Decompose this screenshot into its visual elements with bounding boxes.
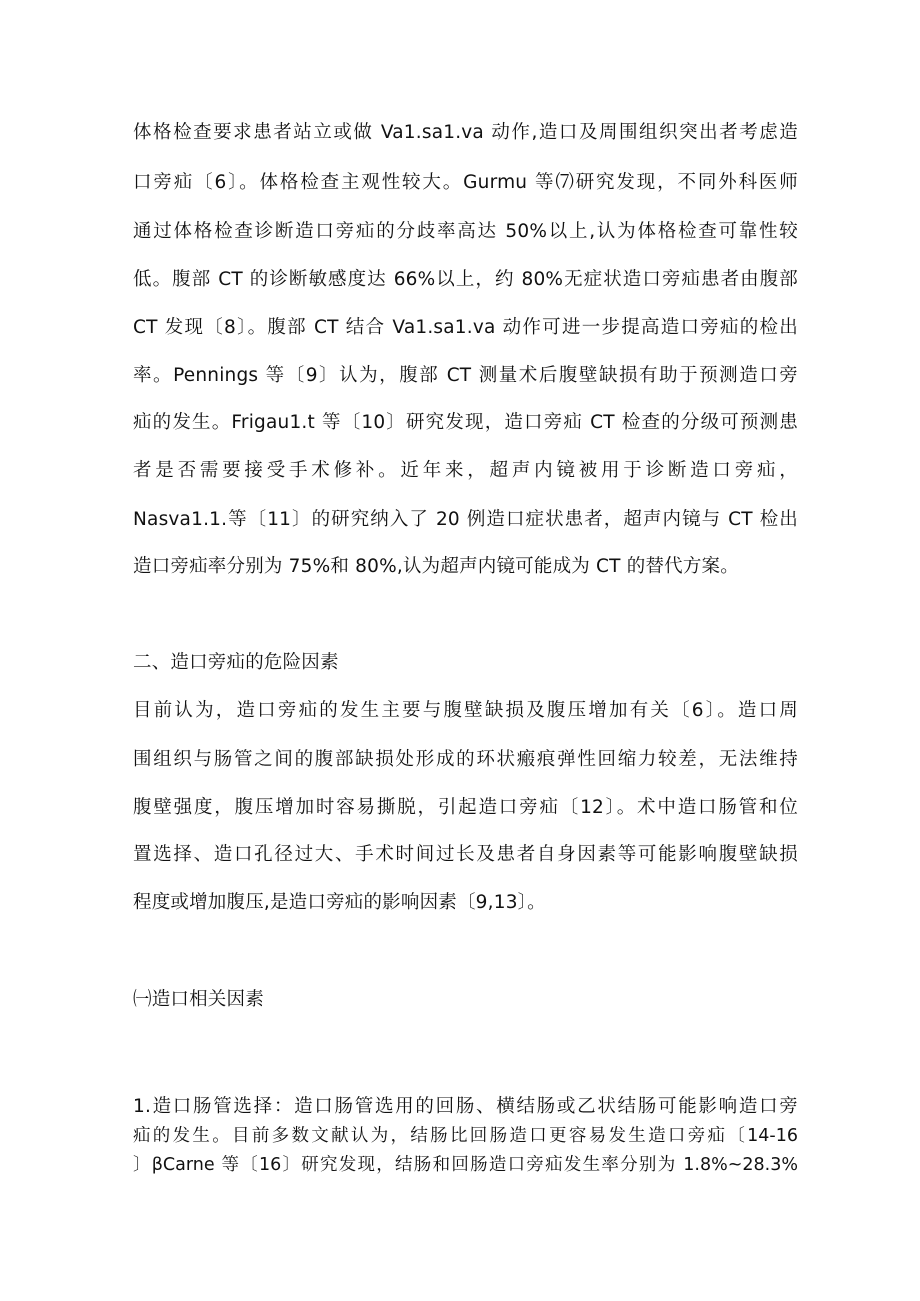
section-heading: 二、造口旁疝的危险因素 [133,652,339,673]
paragraph-2-line-4: 置选择、造口孔径过大、手术时间过长及患者自身因素等可能影响腹壁缺损 [133,844,798,865]
paragraph-2-line-2: 围组织与肠管之间的腹部缺损处形成的环状瘢痕弹性回缩力较差，无法维持 [133,749,798,770]
paragraph-1-line-2: 口旁疝〔6〕。体格检查主观性较大。Gurmu 等⑺研究发现，不同外科医师 [133,172,798,193]
paragraph-1-line-10: 造口旁疝率分别为 75%和 80%,认为超声内镜可能成为 CT 的替代方案。 [133,556,739,577]
paragraph-3-line-1: 1.造口肠管选择：造口肠管选用的回肠、横结肠或乙状结肠可能影响造口旁 [133,1096,798,1117]
paragraph-1-line-9: Nasva1.1.等〔11〕的研究纳入了 20 例造口症状患者，超声内镜与 CT 检出 [133,509,798,530]
paragraph-1-line-6: 率。Pennings 等〔9〕认为，腹部 CT 测量术后腹壁缺损有助于预测造口旁 [133,365,798,386]
paragraph-1-line-3: 通过体格检查诊断造口旁疝的分歧率高达 50%以上,认为体格检查可靠性较 [133,221,798,242]
paragraph-1-line-8: 者是否需要接受手术修补。近年来，超声内镜被用于诊断造口旁疝， [133,460,798,481]
paragraph-2-line-5: 程度或增加腹压,是造口旁疝的影响因素〔9,13〕。 [133,892,546,913]
paragraph-2-line-1: 目前认为，造口旁疝的发生主要与腹壁缺损及腹压增加有关〔6〕。造口周 [133,700,798,721]
paragraph-1-line-5: CT 发现〔8〕。腹部 CT 结合 Va1.sa1.va 动作可进一步提高造口旁疝的检出 [133,317,798,338]
paragraph-1-line-7: 疝的发生。Frigau1.t 等〔10〕研究发现，造口旁疝 CT 检查的分级可预测患 [133,412,798,433]
subsection-heading: ㈠造口相关因素 [133,989,264,1010]
paragraph-3-line-3: 〕βCarne 等〔16〕研究发现，结肠和回肠造口旁疝发生率分别为 1.8%~28.3% [133,1155,798,1175]
paragraph-2-line-3: 腹壁强度，腹压增加时容易撕脱，引起造口旁疝〔12〕。术中造口肠管和位 [133,797,798,818]
paragraph-1-line-4: 低。腹部 CT 的诊断敏感度达 66%以上，约 80%无症状造口旁疝患者由腹部 [133,269,798,290]
paragraph-3-line-2: 疝的发生。目前多数文献认为，结肠比回肠造口更容易发生造口旁疝〔14-16 [133,1126,798,1146]
paragraph-1-line-1: 体格检查要求患者站立或做 Va1.sa1.va 动作,造口及周围组织突出者考虑造 [133,122,798,143]
